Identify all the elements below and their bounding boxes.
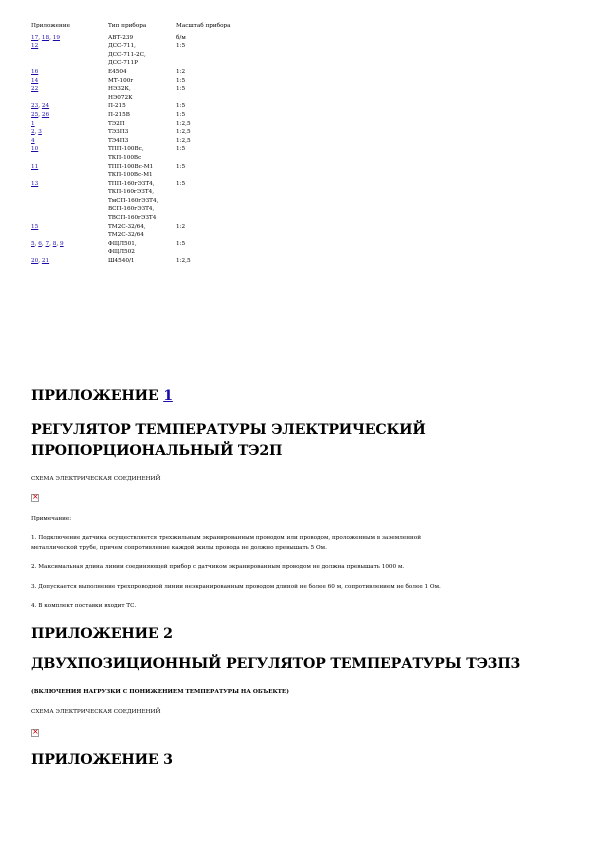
- table-row: [31, 120, 276, 129]
- cell-scale: 1:5: [176, 111, 186, 118]
- appendix-link[interactable]: 24: [41, 103, 50, 110]
- cell-application: [31, 171, 108, 180]
- cell-scale: 1:2: [176, 223, 186, 230]
- cell-application: [31, 59, 108, 68]
- broken-image-icon: [31, 494, 39, 502]
- cell-scale: [176, 248, 276, 257]
- appendix-link[interactable]: 19: [52, 34, 60, 41]
- table-row: [31, 34, 276, 43]
- appendix-1-note-label: Примечание:: [31, 516, 72, 522]
- cell-application: [31, 68, 108, 77]
- cell-device-type: ТЭ2П: [108, 120, 125, 127]
- appendix-2-title: ДВУХПОЗИЦИОННЫЙ РЕГУЛЯТОР ТЕМПЕРАТУРЫ ТЭ3П3: [31, 656, 521, 672]
- cell-device-type: МТ-100г: [108, 77, 134, 84]
- appendix-1-note-1-line-2: металлической трубе, причем сопротивление каждой жилы провода не должно превышать 5 Ом.: [31, 545, 327, 551]
- cell-application: 20, 21: [31, 258, 50, 265]
- appendix-1-note-3: 3. Допускается выполнение трехпроводной линии неэкранированным проводом длиной не более 60 м, сопротивлением не более 1 Ом.: [31, 584, 441, 590]
- cell-scale: [176, 197, 276, 206]
- cell-scale: [176, 214, 276, 223]
- cell-device-type: НЭ072К: [108, 94, 133, 101]
- cell-device-type: ТПП-160гЭЗТ4,: [108, 180, 155, 187]
- cell-scale: 1:2,5: [176, 120, 191, 127]
- table-row: [31, 257, 276, 266]
- appendix-link[interactable]: 10: [31, 146, 39, 153]
- table-row: [31, 102, 276, 111]
- table-row: [31, 68, 276, 77]
- cell-scale: 1:5: [176, 146, 186, 153]
- appendix-3-heading: ПРИЛОЖЕНИЕ 3: [31, 752, 173, 768]
- cell-application: [31, 223, 108, 232]
- appendix-link[interactable]: 1: [31, 120, 35, 127]
- table-row: [31, 197, 276, 206]
- cell-device-type: ТЭ3П3: [108, 129, 129, 136]
- appendix-link[interactable]: 21: [41, 258, 50, 265]
- cell-scale: 1:5: [176, 103, 186, 110]
- appendix-2-heading: ПРИЛОЖЕНИЕ 2: [31, 626, 173, 642]
- cell-scale: [176, 154, 276, 163]
- cell-device-type: ДСС-711,: [108, 43, 136, 50]
- cell-application: 23, 24: [31, 103, 50, 110]
- cell-device-type: ТКП-100Вс-М1: [108, 172, 153, 179]
- cell-application: [31, 163, 108, 172]
- cell-device-type: ФЩЛ501,: [108, 240, 137, 247]
- cell-application: [31, 51, 108, 60]
- cell-scale: [176, 205, 276, 214]
- appendix-1-note-1-line-1: 1. Подключение датчика осуществляется трехжильным экранированным проводом или проводом, проложенным в заземленной: [31, 535, 421, 541]
- table-row: [31, 128, 276, 137]
- table-row: [31, 240, 276, 249]
- instrument-table: [31, 22, 276, 266]
- cell-device-type: НЭ32К,: [108, 86, 131, 93]
- appendix-link[interactable]: 4: [31, 137, 35, 144]
- cell-scale: 1:5: [176, 240, 186, 247]
- table-row: [31, 94, 276, 103]
- table-row: [31, 188, 276, 197]
- cell-application: [31, 180, 108, 189]
- appendix-2-scheme-caption: СХЕМА ЭЛЕКТРИЧЕСКАЯ СОЕДИНЕНИЙ: [31, 709, 161, 715]
- cell-device-type: ТКП-160гЭЗТ4,: [108, 189, 155, 196]
- header-scale: Масштаб прибора: [176, 23, 231, 29]
- appendix-link[interactable]: 16: [31, 68, 39, 75]
- appendix-link[interactable]: 7: [45, 240, 50, 247]
- appendix-link[interactable]: 22: [31, 86, 39, 93]
- broken-image-icon: [31, 729, 39, 737]
- cell-device-type: П-215В: [108, 111, 130, 118]
- appendix-1-scheme-caption: СХЕМА ЭЛЕКТРИЧЕСКАЯ СОЕДИНЕНИЙ: [31, 476, 161, 482]
- appendix-link[interactable]: 23: [31, 103, 39, 110]
- cell-scale: [176, 188, 276, 197]
- cell-device-type: ТПП-100Вс-М1: [108, 163, 154, 170]
- appendix-2-subtitle: (ВКЛЮЧЕНИЯ НАГРУЗКИ С ПОНИЖЕНИЕМ ТЕМПЕРАТУРЫ НА ОБЪЕКТЕ): [31, 689, 289, 695]
- cell-application: [31, 145, 108, 154]
- appendix-1-number-link[interactable]: 1: [163, 388, 173, 404]
- appendix-1-note-2: 2. Максимальная длина линии соединяющей прибор с датчиком экранированным проводом не должна превышать 1000 м.: [31, 564, 405, 570]
- appendix-link[interactable]: 6: [38, 240, 42, 247]
- cell-application: 25, 26: [31, 111, 50, 118]
- cell-device-type: ТЭ4П3: [108, 137, 129, 144]
- appendix-link[interactable]: 14: [31, 77, 39, 84]
- appendix-1-title-line-2: ПРОПОРЦИОНАЛЬНЫЙ ТЭ2П: [31, 443, 283, 459]
- cell-application: 5, 6, 7, 8, 9: [31, 240, 64, 247]
- appendix-link[interactable]: 20: [31, 258, 39, 265]
- cell-application: [31, 77, 108, 86]
- table-row: [31, 180, 276, 189]
- table-row: [31, 248, 276, 257]
- cell-device-type: Е4504: [108, 68, 127, 75]
- appendix-1-title: [31, 420, 426, 462]
- appendix-link[interactable]: 26: [41, 111, 50, 118]
- appendix-1-note-4: 4. В комплект поставки входит ТС.: [31, 603, 137, 609]
- appendix-1-label: ПРИЛОЖЕНИЕ: [31, 388, 159, 404]
- cell-application: [31, 120, 108, 129]
- cell-application: [31, 85, 108, 94]
- cell-scale: 1:5: [176, 163, 186, 170]
- cell-device-type: ТМ2С-32/64: [108, 232, 144, 239]
- table-row: [31, 231, 276, 240]
- cell-device-type: ТМ2С-32/64,: [108, 223, 146, 230]
- cell-device-type: ТмСП-160гЭЗТ4,: [108, 197, 159, 204]
- table-row: [31, 214, 276, 223]
- cell-application: [31, 42, 108, 51]
- table-header-row: [31, 22, 276, 31]
- appendix-link[interactable]: 8: [52, 240, 57, 247]
- cell-application: [31, 154, 108, 163]
- cell-scale: [176, 51, 276, 60]
- cell-scale: б/м: [176, 34, 186, 41]
- appendix-link[interactable]: 18: [41, 34, 50, 41]
- table-row: [31, 223, 276, 232]
- appendix-link[interactable]: 25: [31, 111, 39, 118]
- cell-scale: 1:5: [176, 86, 186, 93]
- appendix-link[interactable]: 12: [31, 43, 39, 50]
- header-device-type: Тип прибора: [108, 23, 147, 29]
- cell-scale: 1:2,5: [176, 258, 191, 265]
- cell-device-type: ТКП-100Вс: [108, 154, 142, 161]
- appendix-link[interactable]: 13: [31, 180, 39, 187]
- cell-scale: 1:2,5: [176, 137, 191, 144]
- cell-application: [31, 214, 108, 223]
- cell-application: 17, 18, 19: [31, 34, 60, 41]
- cell-application: [31, 197, 108, 206]
- table-row: [31, 137, 276, 146]
- cell-scale: 1:5: [176, 77, 186, 84]
- cell-scale: [176, 94, 276, 103]
- cell-scale: [176, 59, 276, 68]
- appendix-1-title-line-1: РЕГУЛЯТОР ТЕМПЕРАТУРЫ ЭЛЕКТРИЧЕСКИЙ: [31, 422, 426, 438]
- appendix-1-heading: [31, 388, 173, 404]
- cell-application: [31, 188, 108, 197]
- cell-device-type: Ш4540/1: [108, 258, 135, 265]
- table-row: [31, 171, 276, 180]
- cell-device-type: ДСС-711-2С,: [108, 51, 146, 58]
- cell-application: [31, 137, 108, 146]
- table-row: [31, 154, 276, 163]
- cell-scale: 1:2: [176, 68, 186, 75]
- cell-scale: 1:5: [176, 180, 186, 187]
- cell-scale: 1:5: [176, 43, 186, 50]
- appendix-link[interactable]: 3: [38, 129, 42, 136]
- cell-device-type: П-215: [108, 103, 126, 110]
- table-body: [31, 34, 276, 266]
- cell-device-type: АВТ-239: [108, 34, 134, 41]
- appendix-link[interactable]: 17: [31, 34, 39, 41]
- cell-application: 2, 3: [31, 129, 42, 136]
- table-row: [31, 51, 276, 60]
- table-row: [31, 85, 276, 94]
- cell-application: [31, 94, 108, 103]
- cell-scale: 1:2,5: [176, 129, 191, 136]
- cell-device-type: ТПП-100Вс,: [108, 146, 144, 153]
- cell-scale: [176, 171, 276, 180]
- appendix-link[interactable]: 15: [31, 223, 39, 230]
- cell-device-type: ДСС-711Р: [108, 60, 138, 67]
- table-row: [31, 145, 276, 154]
- table-row: [31, 111, 276, 120]
- header-application: Приложение: [31, 23, 70, 29]
- table-row: [31, 77, 276, 86]
- cell-device-type: ТВСП-160гЭЗТ4: [108, 215, 157, 222]
- cell-application: [31, 248, 108, 257]
- cell-scale: [176, 231, 276, 240]
- cell-device-type: ФЩЛ502: [108, 249, 135, 256]
- appendix-link[interactable]: 2: [31, 129, 35, 136]
- table-row: [31, 42, 276, 51]
- table-row: [31, 163, 276, 172]
- cell-application: [31, 205, 108, 214]
- appendix-link[interactable]: 11: [31, 163, 39, 170]
- appendix-link[interactable]: 9: [60, 240, 64, 247]
- table-row: [31, 59, 276, 68]
- appendix-link[interactable]: 5: [31, 240, 35, 247]
- table-row: [31, 205, 276, 214]
- cell-device-type: ВСП-160гЭЗТ4,: [108, 206, 155, 213]
- cell-application: [31, 231, 108, 240]
